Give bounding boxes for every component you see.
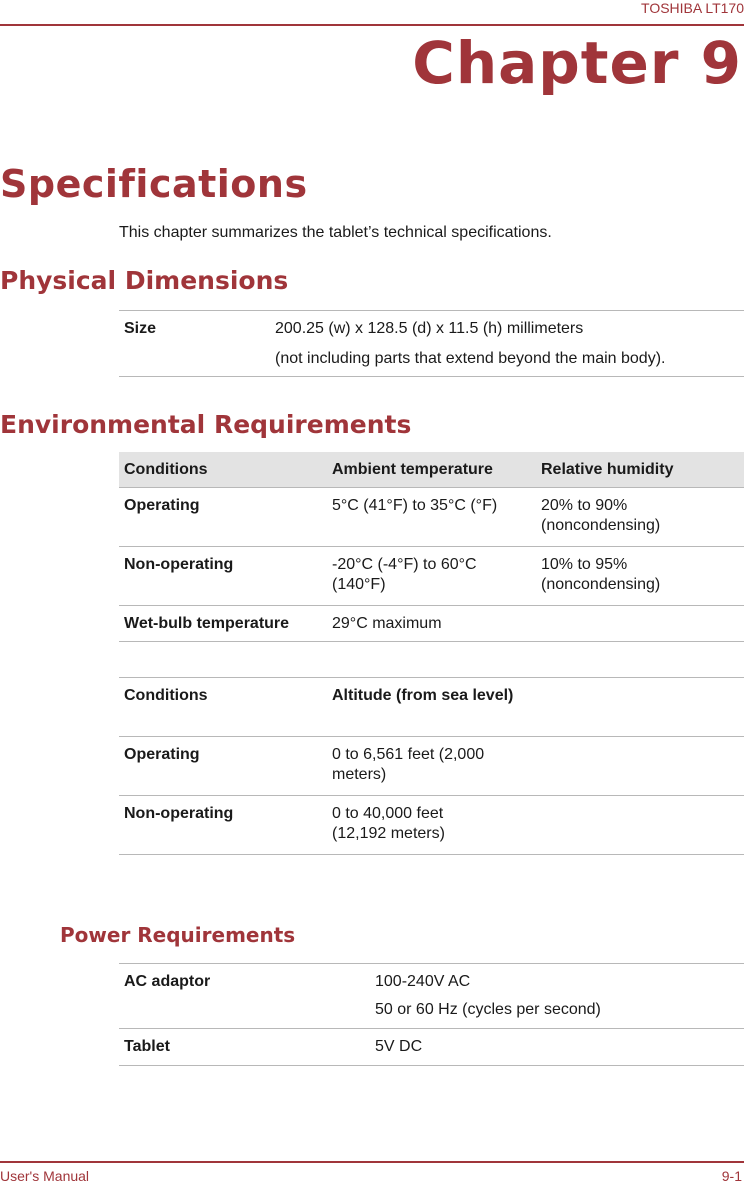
footer-rule bbox=[0, 1161, 744, 1163]
col-header-conditions: Conditions bbox=[124, 461, 208, 478]
table-row bbox=[119, 606, 744, 642]
power-value-line1: 5V DC bbox=[375, 1038, 423, 1055]
condition-cell: Non-operating bbox=[124, 556, 234, 573]
footer-manual-title: User's Manual bbox=[0, 1168, 90, 1184]
header-brand: TOSHIBA LT170 bbox=[641, 0, 744, 16]
physical-table bbox=[119, 310, 744, 377]
power-heading: Power Requirements bbox=[60, 923, 296, 947]
environment-table bbox=[119, 452, 744, 855]
footer-page-number: 9-1 bbox=[721, 1168, 742, 1184]
temperature-cell: 5°C (41°F) to 35°C (°F) bbox=[332, 497, 498, 514]
intro-text: This chapter summarizes the tablet’s technical specifications. bbox=[119, 224, 552, 241]
condition-cell: Operating bbox=[124, 746, 200, 763]
chapter-title: Chapter 9 bbox=[412, 29, 742, 97]
condition-cell: Operating bbox=[124, 497, 200, 514]
altitude-cell: 0 to 6,561 feet (2,000 meters) bbox=[332, 746, 485, 783]
page-title: Specifications bbox=[0, 162, 308, 206]
table-row bbox=[119, 310, 744, 377]
temperature-cell: 29°C maximum bbox=[332, 615, 442, 632]
size-label: Size bbox=[124, 320, 157, 337]
col-header-conditions: Conditions bbox=[124, 687, 208, 704]
power-label: Tablet bbox=[124, 1038, 170, 1055]
table-row bbox=[119, 547, 744, 606]
environmental-heading: Environmental Requirements bbox=[0, 410, 412, 439]
temperature-cell: -20°C (-4°F) to 60°C (140°F) bbox=[332, 556, 477, 593]
size-value-line1: 200.25 (w) x 128.5 (d) x 11.5 (h) millimeters bbox=[275, 320, 584, 337]
humidity-cell: 10% to 95% (noncondensing) bbox=[541, 556, 661, 593]
table-row bbox=[119, 963, 744, 1029]
col-header-relative-humidity: Relative humidity bbox=[541, 461, 674, 478]
col-header-altitude: Altitude (from sea level) bbox=[332, 687, 514, 704]
header-rule bbox=[0, 24, 744, 26]
table-row bbox=[119, 678, 744, 737]
table-row bbox=[119, 1029, 744, 1066]
table-row bbox=[119, 796, 744, 855]
table-row bbox=[119, 488, 744, 547]
power-value-line1: 100-240V AC bbox=[375, 973, 471, 990]
condition-cell: Wet-bulb temperature bbox=[124, 615, 290, 632]
physical-heading: Physical Dimensions bbox=[0, 266, 289, 295]
col-header-ambient-temperature: Ambient temperature bbox=[332, 461, 493, 478]
power-value-line2: 50 or 60 Hz (cycles per second) bbox=[375, 1001, 601, 1018]
size-value-line2: (not including parts that extend beyond the main body). bbox=[275, 350, 666, 367]
table-row bbox=[119, 737, 744, 796]
condition-cell: Non-operating bbox=[124, 805, 234, 822]
power-label: AC adaptor bbox=[124, 973, 211, 990]
altitude-cell: 0 to 40,000 feet (12,192 meters) bbox=[332, 805, 445, 842]
table-header-row bbox=[119, 452, 744, 488]
power-table bbox=[119, 963, 744, 1066]
humidity-cell: 20% to 90% (noncondensing) bbox=[541, 497, 661, 534]
table-spacer-row bbox=[119, 642, 744, 678]
